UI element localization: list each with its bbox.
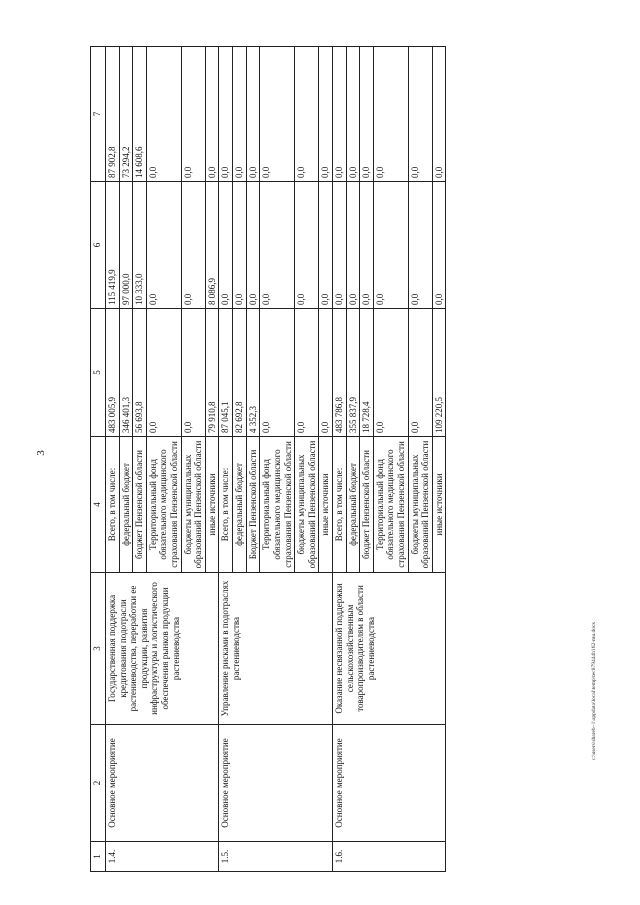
item-title-cell: Государственная поддержка кредитования подотрасли растениеводства, переработки ее продукции, развития инфраструктуры и логистического обеспечения рынков продукции растениеводства <box>106 573 219 725</box>
funding-source-cell: иные источники <box>205 437 219 573</box>
value-col7-cell: 0,0 <box>360 47 374 182</box>
funding-source-cell: иные источники <box>432 437 446 573</box>
item-code-cell: 1.4. <box>106 842 219 872</box>
funding-source-cell: федеральный бюджет <box>119 437 133 573</box>
value-col7-cell: 0,0 <box>260 47 295 182</box>
value-col6-cell: 8 086,9 <box>205 182 219 309</box>
header-cell: 3 <box>91 573 106 725</box>
funding-source-cell: бюджеты муниципальных образований Пензенской области <box>408 437 432 573</box>
table-row <box>106 47 120 872</box>
funding-source-cell: федеральный бюджет <box>233 437 247 573</box>
rotated-table-container <box>90 47 578 872</box>
value-col5-cell: 483 786,8 <box>332 309 346 437</box>
funding-source-cell: Всего, в том числе: <box>219 437 233 573</box>
value-col6-cell: 0,0 <box>233 182 247 309</box>
table-row <box>332 47 346 872</box>
funding-source-cell: федеральный бюджет <box>346 437 360 573</box>
value-col5-cell: 0,0 <box>181 309 205 437</box>
value-col7-cell: 73 294,2 <box>119 47 133 182</box>
funding-source-cell: Всего, в том числе: <box>332 437 346 573</box>
value-col6-cell: 0,0 <box>408 182 432 309</box>
item-code-cell: 1.5. <box>219 842 332 872</box>
value-col5-cell: 82 692,8 <box>233 309 247 437</box>
value-col7-cell: 0,0 <box>373 47 408 182</box>
value-col5-cell: 0,0 <box>408 309 432 437</box>
budget-table <box>90 46 446 872</box>
value-col6-cell: 0,0 <box>146 182 181 309</box>
value-col7-cell: 0,0 <box>233 47 247 182</box>
value-col5-cell: 346 401,3 <box>119 309 133 437</box>
header-cell: 6 <box>91 182 106 309</box>
funding-source-cell: Территориальный фонд обязательного медицинского страхования Пензенской области <box>260 437 295 573</box>
value-col6-cell: 0,0 <box>181 182 205 309</box>
item-title-cell: Управление рисками в подотраслях растениеводства <box>219 573 332 725</box>
funding-source-cell: бюджет Пензенской области <box>360 437 374 573</box>
value-col6-cell: 97 000,0 <box>119 182 133 309</box>
value-col7-cell: 0,0 <box>408 47 432 182</box>
value-col7-cell: 14 608,6 <box>133 47 147 182</box>
funding-source-cell: Территориальный фонд обязательного медицинского страхования Пензенской области <box>373 437 408 573</box>
value-col7-cell: 87 902,8 <box>106 47 120 182</box>
value-col5-cell: 79 910,8 <box>205 309 219 437</box>
item-type-cell: Основное мероприятие <box>332 725 445 842</box>
value-col6-cell: 0,0 <box>346 182 360 309</box>
header-cell: 7 <box>91 47 106 182</box>
header-cell: 2 <box>91 725 106 842</box>
value-col5-cell: 0,0 <box>146 309 181 437</box>
funding-source-cell: бюджет Пензенской области <box>133 437 147 573</box>
value-col6-cell: 0,0 <box>332 182 346 309</box>
value-col6-cell: 0,0 <box>260 182 295 309</box>
value-col5-cell: 355 837,9 <box>346 309 360 437</box>
item-type-cell: Основное мероприятие <box>219 725 332 842</box>
funding-source-cell: Бюджет Пензенской области <box>246 437 260 573</box>
value-col6-cell: 0,0 <box>295 182 319 309</box>
value-col5-cell: 56 693,8 <box>133 309 147 437</box>
value-col6-cell: 0,0 <box>319 182 333 309</box>
funding-source-cell: Всего, в том числе: <box>106 437 120 573</box>
value-col6-cell: 10 333,0 <box>133 182 147 309</box>
value-col6-cell: 0,0 <box>373 182 408 309</box>
header-cell: 5 <box>91 309 106 437</box>
value-col7-cell: 0,0 <box>181 47 205 182</box>
value-col5-cell: 0,0 <box>373 309 408 437</box>
funding-source-cell: бюджеты муниципальных образований Пензенской области <box>181 437 205 573</box>
table-body <box>106 47 446 872</box>
value-col7-cell: 0,0 <box>295 47 319 182</box>
value-col7-cell: 0,0 <box>219 47 233 182</box>
value-col5-cell: 18 728,4 <box>360 309 374 437</box>
funding-source-cell: бюджеты муниципальных образований Пензенской области <box>295 437 319 573</box>
value-col5-cell: 109 220,5 <box>432 309 446 437</box>
value-col5-cell: 0,0 <box>260 309 295 437</box>
item-code-cell: 1.6. <box>332 842 445 872</box>
header-cell: 4 <box>91 437 106 573</box>
value-col7-cell: 0,0 <box>332 47 346 182</box>
value-col7-cell: 0,0 <box>432 47 446 182</box>
header-cell: 1 <box>91 842 106 872</box>
value-col6-cell: 0,0 <box>246 182 260 309</box>
value-col7-cell: 0,0 <box>146 47 181 182</box>
item-type-cell: Основное мероприятие <box>106 725 219 842</box>
funding-source-cell: Территориальный фонд обязательного медицинского страхования Пензенской области <box>146 437 181 573</box>
value-col5-cell: 87 045,1 <box>219 309 233 437</box>
value-col6-cell: 115 419,9 <box>106 182 120 309</box>
value-col6-cell: 0,0 <box>219 182 233 309</box>
value-col5-cell: 0,0 <box>319 309 333 437</box>
value-col5-cell: 483 005,9 <box>106 309 120 437</box>
value-col5-cell: 0,0 <box>295 309 319 437</box>
value-col6-cell: 0,0 <box>360 182 374 309</box>
value-col7-cell: 0,0 <box>205 47 219 182</box>
table-row <box>219 47 233 872</box>
value-col7-cell: 0,0 <box>346 47 360 182</box>
value-col7-cell: 0,0 <box>246 47 260 182</box>
funding-source-cell: иные источники <box>319 437 333 573</box>
value-col7-cell: 0,0 <box>319 47 333 182</box>
item-title-cell: Оказание несвязанной поддержки сельскохозяйственным товаропроизводителям в области растениеводства <box>332 573 445 725</box>
page-number: 3 <box>34 450 47 456</box>
value-col6-cell: 0,0 <box>432 182 446 309</box>
value-col5-cell: 4 352,3 <box>246 309 260 437</box>
header-row <box>91 47 106 872</box>
footer-file-path: c:\users\shareb~1\appdata\local\temp\tec879444b162-mu.docx <box>591 621 597 760</box>
